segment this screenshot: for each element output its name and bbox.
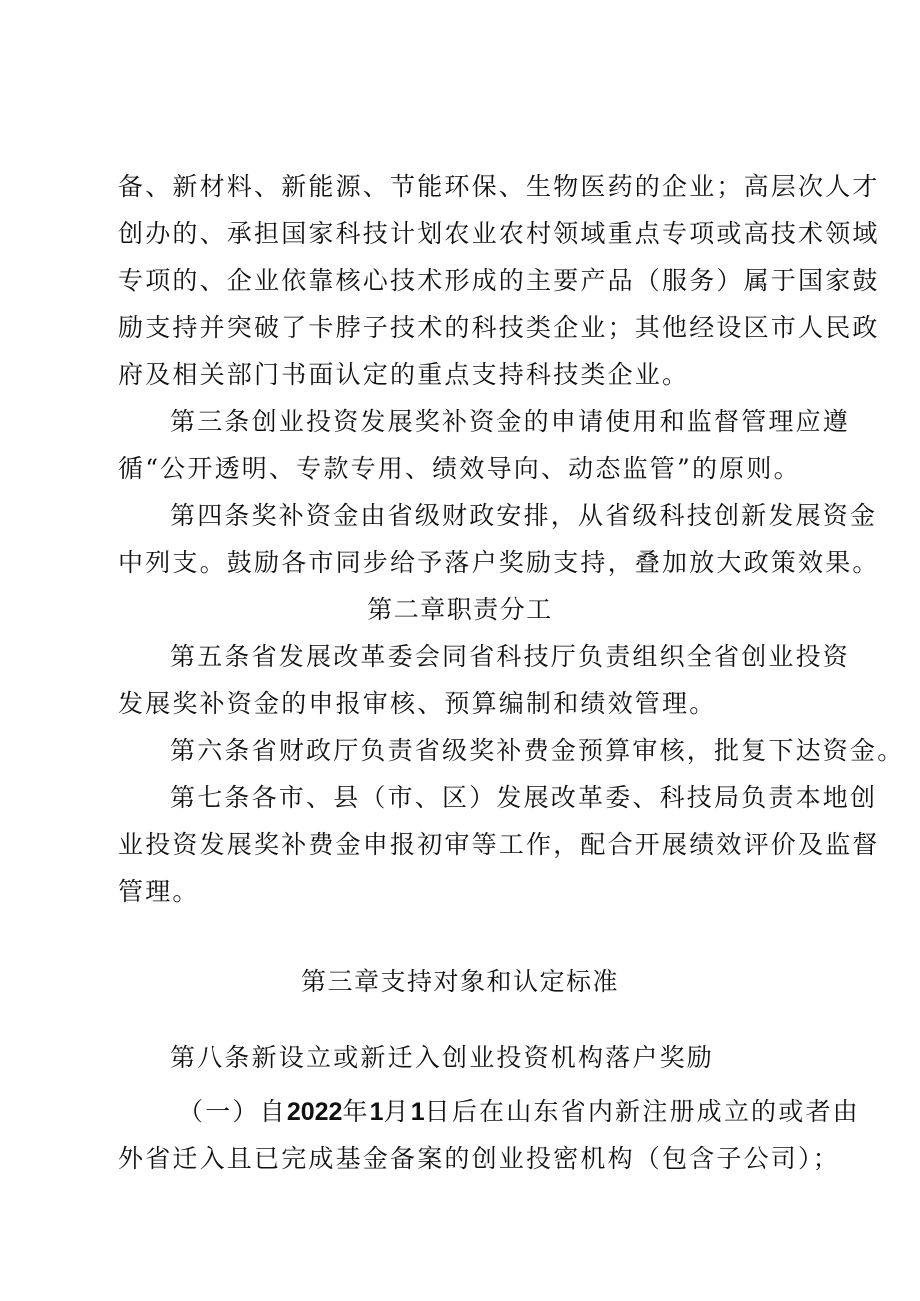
clause-one-month: 1 bbox=[369, 1098, 384, 1126]
clause-one-prefix: （一）自 bbox=[178, 1097, 287, 1126]
clause-one-line bbox=[178, 1093, 860, 1131]
article-4-line: 第四条奖补资金由省级财政安排，从省级科技创新发展资金 bbox=[170, 501, 878, 530]
clause-one-month-unit: 月 bbox=[383, 1097, 411, 1126]
body-text-line: 创办的、承担国家科技计划农业农村领域重点专项或高技术领域 bbox=[118, 219, 880, 248]
body-text-line: 备、新材料、新能源、节能环保、生物医药的企业；高层次人才 bbox=[118, 172, 880, 201]
body-text-line: 专项的、企业依靠核心技术形成的主要产品（服务）属于国家鼓 bbox=[118, 266, 880, 295]
body-text-line: 外省迁入且已完成基金备案的创业投密机构（包含子公司）； bbox=[118, 1144, 840, 1173]
body-text-line: 府及相关部门书面认定的重点支持科技类企业。 bbox=[118, 360, 690, 389]
article-8-heading: 第八条新设立或新迁入创业投资机构落户奖励 bbox=[170, 1043, 715, 1072]
chapter-2-heading: 第二章职责分工 bbox=[367, 595, 553, 624]
body-text-line: 励支持并突破了卡脖子技术的科技类企业；其他经设区市人民政 bbox=[118, 313, 880, 342]
clause-one-rest: 日后在山东省内新注册成立的或者由 bbox=[424, 1097, 860, 1126]
body-text-line: 业投资发展奖补费金申报初审等工作，配合开展绩效评价及监督 bbox=[118, 830, 880, 859]
body-text-line: 发展奖补资金的申报审核、预算编制和绩效管理。 bbox=[118, 689, 717, 718]
clause-one-day: 1 bbox=[410, 1098, 425, 1126]
body-text-line: 管理。 bbox=[118, 877, 200, 906]
article-6-line: 第六条省财政厅负责省级奖补费金预算审核，批复下达资金。 bbox=[170, 736, 905, 765]
article-3-line: 第三条创业投资发展奖补资金的申请使用和监督管理应遵 bbox=[170, 407, 851, 436]
chapter-3-heading: 第三章支持对象和认定标准 bbox=[300, 967, 619, 996]
article-5-line: 第五条省发展改革委会同省科技厅负责组织全省创业投资 bbox=[170, 642, 851, 671]
body-text-line: 中列支。鼓励各市同步给予落户奖励支持，叠加放大政策效果。 bbox=[118, 548, 880, 577]
body-text-line: 循“公开透明、专款专用、绩效导向、动态监管”的原则。 bbox=[118, 454, 801, 483]
clause-one-year: 2022 bbox=[286, 1098, 343, 1126]
article-7-line: 第七条各市、县（市、区）发展改革委、科技局负责本地创 bbox=[170, 783, 878, 812]
clause-one-year-unit: 年 bbox=[342, 1097, 370, 1126]
